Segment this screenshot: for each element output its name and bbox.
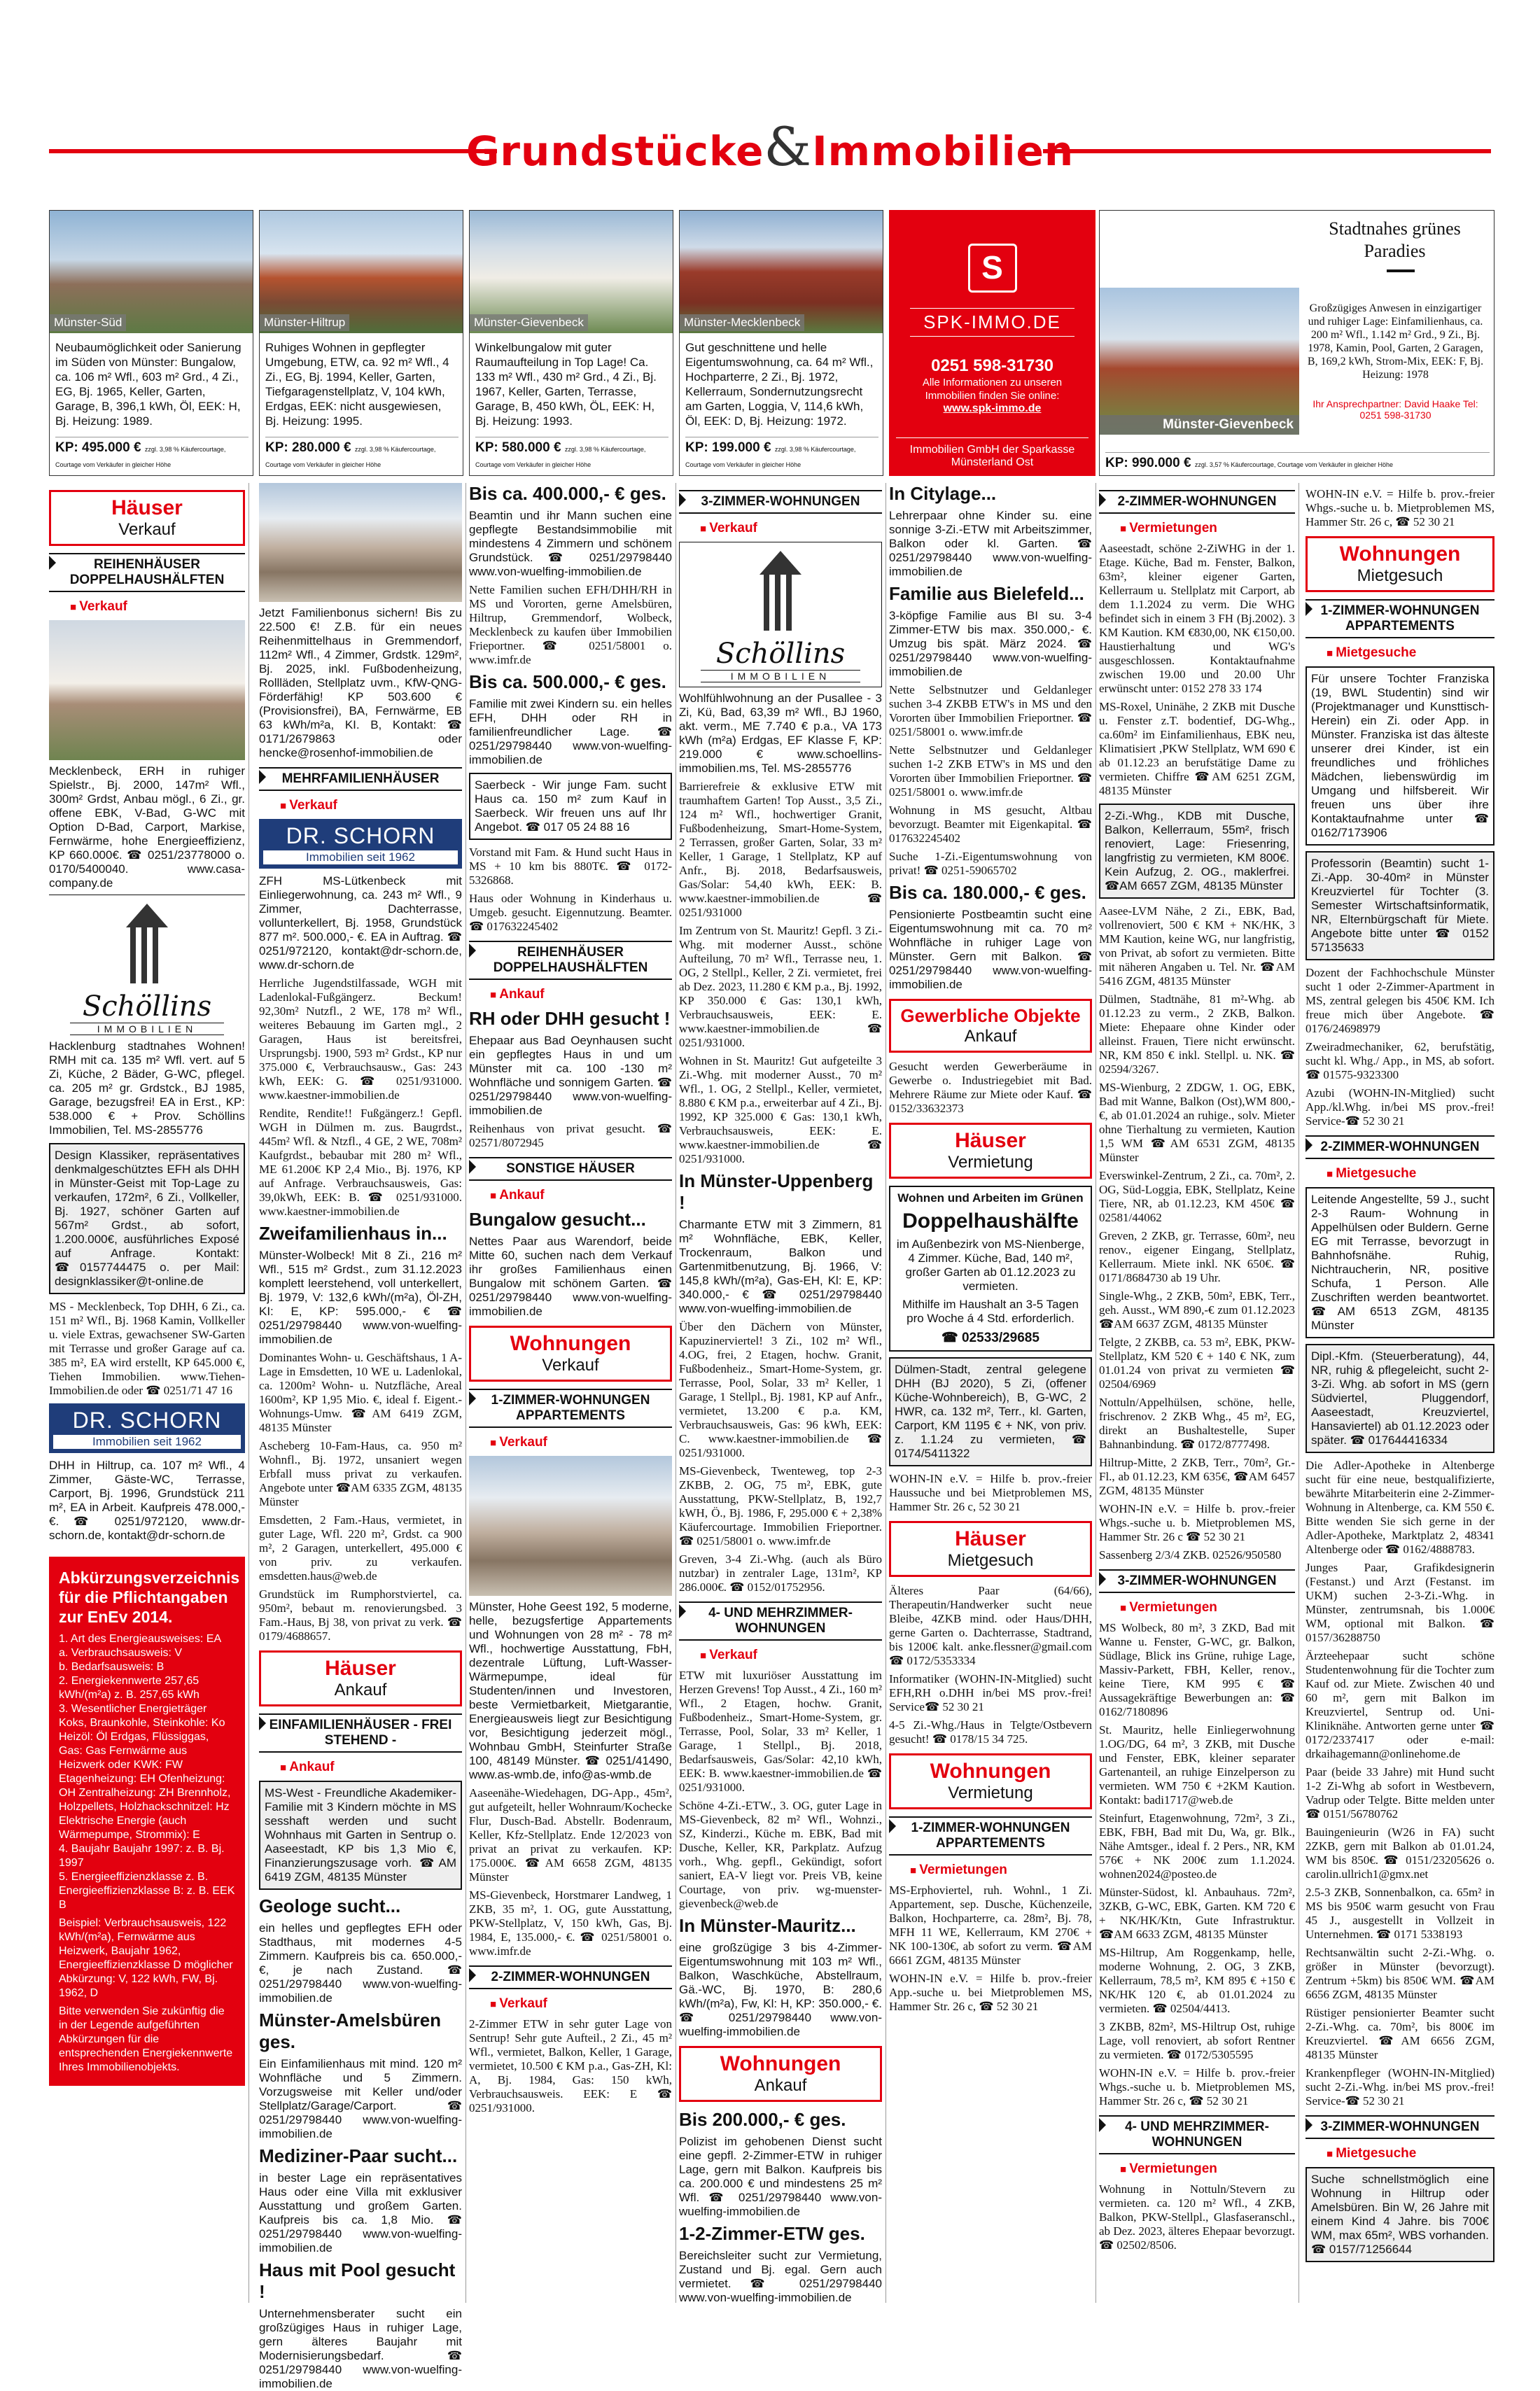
classified-ad: 2.5-3 ZKB, Sonnenbalkon, ca. 65m² in MS bis 950€ warm gesucht von Frau 45 J., ausgestellt in Vollzeit in Unternehmen. ☎ 0171 5338193	[1306, 1886, 1494, 1941]
category-box: Häuser Mietgesuch	[889, 1521, 1092, 1577]
classified-ad: Barrierefreie & exklusive ETW mit traumhaftem Garten! Top Ausst., 3,5 Zi., 124 m² Wfl., hochwertiger Granit, Fußbodenheizung, Smart-Home-System, 2 Terrassen, großer Garten, Solar, 33 m² Keller, 1 Garage, 1 Stellplatz, KP auf Anfr., Bj. 2018, Bedarfsausweis, Gas/Solar: 54,40 kWh, EEK: B. www.kaestner-immobilien.de ☎ 0251/931000	[679, 780, 882, 919]
classified-ad-boxed: 2-Zi.-Whg., KDB mit Dusche, Balkon, Kellerraum, 55m², frisch renoviert, Lage: Friesenring, langfristig zu vermieten, KM 800€. Kein Aufzug, 2. OG., maklerfrei. ☎AM 6657 ZGM, 48135 Münster	[1099, 804, 1295, 899]
classified-ad: Sassenberg 2/3/4 ZKB. 02526/950580	[1099, 1548, 1282, 1562]
subsection-label: ■ Verkauf	[490, 1996, 672, 2012]
classified-ad: Älteres Paar (64/66), Therapeutin/Handwerker sucht neue Bleibe, 4ZKB mind. oder Haus/DHH, gerne Garten o. Dachterrasse, Stadtrand, bis 1200€ kalt. anke.flessner@gmail.com ☎ 0172/5353334	[889, 1584, 1092, 1667]
listing-price: KP: 199.000 € zzgl. 3,98 % Käufercourtage, Courtage vom Verkäufer in gleicher Höhe	[685, 437, 878, 471]
column-rule	[465, 483, 466, 2303]
classified-ad: Ascheberg 10-Fam-Haus, ca. 950 m² Wohnfl., Bj. 1972, unsaniert wegen Erbfall muss privat zu verkaufen. Angebote unter ☎AM 6335 ZGM, 48135 Münster	[259, 1439, 462, 1508]
house-photo	[1100, 288, 1299, 435]
section-header: 4- UND MEHRZIMMER-WOHNUNGEN	[1099, 2115, 1295, 2154]
location-label: Münster-Mecklenbeck	[680, 314, 804, 331]
classified-ad: Mecklenbeck, ERH in ruhiger Spielstr., Bj. 2000, 147m² Wfl., 300m² Grdst, Anbau mögl., 6 Zi., gr. offene EBK, V-Bad, G-WC mit Option D-Bad, Carport, Markise, Fernwärme, hohe Energieeffizienz, KP 660.000€. ☎ 0251/23778000 o. 0170/5400040. www.casa-company.de	[49, 764, 245, 890]
classified-ad: Everswinkel-Zentrum, 2 Zi., ca. 70m², 2. OG, Süd-Loggia, EBK, Stellplatz, Keine Tiere, NR, ab 01.12.23, KM 450€ ☎ 02581/44062	[1099, 1169, 1295, 1224]
classified-ad: ZFH MS-Lütkenbeck mit Einliegerwohnung, ca. 243 m² Wfl., 9 Zimmer, Dachterrasse, vollunterkellert, Bj. 1958, Grundstück 877 m². 500.000,- €. EA in Auftrag. ☎ 0251/972120, kontakt@dr-schorn.de, www.dr-schorn.de	[259, 874, 462, 972]
category-box: Wohnungen Vermietung	[889, 1753, 1092, 1809]
villa-icon	[752, 551, 808, 635]
section-header: MEHRFAMILIENHÄUSER	[259, 767, 462, 791]
location-label: Münster-Gievenbeck	[1100, 415, 1299, 435]
classified-ad: St. Mauritz, helle Einliegerwohnung 1.OG/DG, 64 m², 3 ZKB, mit Dusche und Fenster, EBK, kleiner separater Gartenanteil, an ruhige Einzelperson zu vermieten. WM 750 € +2KM Kaution. Kontakt: badi1717@web.de	[1099, 1723, 1295, 1807]
classified-ad: MS - Mecklenbeck, Top DHH, 6 Zi., ca. 151 m² Wfl., Bj. 1968 Kamin, Vollkeller u. viele Extras, gewachsener SW-Garten mit Terrasse und großer Garage auf ca. 385 m², EA wird erstellt, KP 645.000 €, Tiehen Immobilien. www.Tiehen-Immobilien.de oder ☎ 0251/71 47 16	[49, 1300, 245, 1397]
classified-ad: Charmante ETW mit 3 Zimmern, 81 m² Wohnfläche, EBK, Keller, Trockenraum, Balkon und Gartenmitbenutzung, Bj. 1966, V: 145,8 kWh/(m²a), Gas-EH, Kl: E, KP: 340.000,- € ☎ 0251/29798440 www.von-wuelfing-immobilien.de	[679, 1218, 882, 1315]
ad-headline: Bungalow gesucht...	[469, 1209, 646, 1230]
classified-ad: WOHN-IN e.V. = Hilfe b. prov.-freier Whgs.-suche u. b. Mietproblemen MS, Hammer Str. 26 c ☎ 52 30 21	[1099, 1502, 1295, 1543]
classified-ad: Paar (beide 33 Jahre) mit Hund sucht 1-2 Zi-Whg ab sofort in Westbevern, Vadrup oder Telgte. Bitte melden unter ☎ 0151/56780762	[1306, 1765, 1494, 1821]
ad-headline: Zweifamilienhaus in...	[259, 1223, 447, 1244]
ad-headline: 1-2-Zimmer-ETW ges.	[679, 2223, 865, 2244]
category-box: Häuser Verkauf	[49, 490, 245, 546]
section-header: 2-ZIMMER-WOHNUNGEN	[1099, 490, 1295, 514]
column-4	[679, 483, 882, 2303]
classified-ad-boxed: Professorin (Beamtin) sucht 1-Zi.-App. 30-40m² in Münster Kreuzviertel für Tochter (3. Semester Wirtschaftsinformatik, NR, Elternbürgschaft für Miete. Angebote bitte unter ☎ 0152 57135633	[1306, 851, 1494, 960]
section-header: EINFAMILIENHÄUSER - FREI STEHEND -	[259, 1713, 462, 1753]
ad-photo	[259, 483, 462, 602]
column-rule	[1298, 483, 1299, 2303]
column-2	[259, 483, 462, 2390]
spk-advert	[889, 210, 1096, 476]
classified-ad: Vorstand mit Fam. & Hund sucht Haus in MS + 10 km bis 880T€. ☎ 0172-5326868.	[469, 846, 672, 887]
classified-ad: Haus oder Wohnung in Kinderhaus u. Umgeb. gesucht. Eigennutzung. Beamter. ☎ 017632245402	[469, 892, 672, 933]
section-header: 1-ZIMMER-WOHNUNGEN APPARTEMENTS	[469, 1389, 672, 1428]
subsection-label: ■ Vermietungen	[1120, 521, 1295, 536]
classified-ad: Aaseestadt, schöne 2-ZiWHG in der 1. Etage. Küche, Bad m. Fenster, Balkon, 63m², kleiner eigener Garten, Kellerraum u. Stellplatz mit Carport, ab dem 1.1.2024 zu verm. Die WHG befindet sich in einem 3 FH (Bj.2002). 3 KM Kaution. KM €830,00, NK €150,00. Haustierhaltung und WG's ausgeschlossen. Kontaktaufnahme zwischen 19.00 und 20.00 Uhr erwünscht unter: 0152 278 33 174	[1099, 542, 1295, 695]
schoellins-logo: Schöllins IMMOBILIEN	[49, 895, 245, 1035]
classified-ad: Suche 1-Zi.-Eigentumswohnung von privat! ☎ 0251-59065702	[889, 850, 1092, 877]
listing-heading: Stadtnahes grünes Paradies	[1329, 218, 1461, 261]
ad-headline: Mediziner-Paar sucht...	[259, 2145, 458, 2166]
ad-headline: Bis ca. 500.000,- € ges.	[469, 671, 666, 692]
section-header: 4- UND MEHRZIMMER-WOHNUNGEN	[679, 1601, 882, 1641]
classified-ad: Rendite, Rendite!! Fußgängerz.! Gepfl. WGH in Dülmen m. zus. Baugrdst., 445m² Wfl. & Ntzfl., 4 GE, 2 WE, 708m² Kaufgrdst., bebaubar mit 280 m² Wfl., ME 61.200€ KP 2,4 Mio., Bj. 1976, KP auf Anfrage. Verbrauchsausweis, Gas: 39,0kWh, EEK: B. ☎ 0251/931000. www.kaestner-immobilien.de	[259, 1107, 462, 1218]
category-box: Wohnungen Ankauf	[679, 2046, 882, 2102]
listing-text: Ruhiges Wohnen in gepflegter Umgebung, ETW, ca. 92 m² Wfl., 4 Zi., EG, Bj. 1994, Keller, Garten, Tiefgaragenstellplatz, V, 104 kWh, Erdgas, EEK: nicht ausgewiesen, Bj. Heizung: 1995.	[265, 341, 449, 428]
ad-headline: Bis ca. 180.000,- € ges.	[889, 882, 1086, 903]
category-box: Häuser Ankauf	[259, 1650, 462, 1706]
classified-ad: Polizist im gehobenen Dienst sucht eine gepfl. 2-Zimmer-ETW in ruhiger Lage, gern mit Balkon. Kaufpreis bis ca. 200.000 € und mindestens 25 m² Wfl. ☎ 0251/29798440 www.von-wuelfing-immobilien.de	[679, 2135, 882, 2218]
classified-ad: Ein Einfamilienhaus mit mind. 120 m² Wohnfläche und 5 Zimmern. Vorzugsweise mit Keller und/oder Stellplatz/Garage/Carport. ☎ 0251/29798440 www.von-wuelfing-immobilien.de	[259, 2057, 462, 2140]
classified-ad: Steinfurt, Etagenwohnung, 72m², 3 Zi., EBK, FBH, Bad mit Du, Wa, gr. Blk., Nähe Amtsger., ideal f. 2 Pers., NR, KM 576€ + NK 200€ zum 1.1.2024. wohnen2024@posteo.de	[1099, 1811, 1295, 1881]
section-header: 1-ZIMMER-WOHNUNGEN APPARTEMENTS	[889, 1816, 1092, 1856]
listing-price: KP: 990.000 € zzgl. 3,57 % Käufercourtage, Courtage vom Verkäufer in gleicher Höhe	[1105, 452, 1490, 471]
classified-ad: 3 ZKBB, 82m², MS-Hiltrup Ost, ruhige Lage, voll renoviert, ab sofort Rentner zu vermieten. ☎ 0172/5305595	[1099, 2020, 1295, 2061]
column-7	[1306, 483, 1494, 2303]
listing-text: Gut geschnittene und helle Eigentumswohnung, ca. 64 m² Wfl., Hochparterre, 2 Zi., Bj. 1972, Kellerraum, Sondernutzungsrecht am Garten, Loggia, V, 114,6 kWh, Öl, EEK: D, Bj. Heizung: 1972.	[685, 341, 874, 428]
subsection-label: ■ Verkauf	[700, 1648, 882, 1663]
classified-ad: Unternehmensberater sucht ein großzügiges Haus in ruhiger Lage, gern älteres Baujahr mit Modernisierungsbedarf. ☎ 0251/29798440 www.von-wuelfing-immobilien.de	[259, 2307, 462, 2390]
classified-ad: Informatiker (WOHN-IN-Mitglied) sucht EFH,RH o.DHH in/bei MS prov.-frei! Service☎ 52 30 21	[889, 1672, 1092, 1713]
subsection-label: ■ Ankauf	[280, 1760, 462, 1775]
location-label: Münster-Gievenbeck	[470, 314, 588, 331]
classified-ad: Münster, Hohe Geest 192, 5 moderne, helle, bezugsfertige Appartements und Wohnungen von 28 m² - 78 m² Wfl., hochwertige Ausstattung, FbH, dezentrale Lüftung, Luft-Wasser-Wärmepumpe, ideal für Studenten/innen und Investoren, beste Vermietbarkeit, Mietgarantie, Energieausweis liegt zur Besichtigung vor, Besichtigung jederzeit mögl., Wohnbau GmbH, Steinfurter Straße 100, 48149 Münster. ☎ 0251/41490, www.as-wmb.de, info@as-wmb.de	[469, 1600, 672, 1781]
classified-ad: Nette Familien suchen EFH/DHH/RH in MS und Vororten, gerne Amelsbüren, Hiltrup, Gremmendorf, Wolbeck, Mecklenbeck zu kaufen über Immobilien Frieportner. ☎ 0251/58001 o. www.imfr.de	[469, 583, 672, 666]
classified-ad: MS-Gievenbeck, Horstmarer Landweg, 1 ZKB, 35 m², 1. OG, gute Ausstattung, PKW-Stellplatz, V, 150 kWh, Gas, Bj. 1984, E, 135.000,- €. ☎ 0251/58001 o. www.imfr.de	[469, 1888, 672, 1958]
classified-ad: WOHN-IN e.V. = Hilfe b. prov.-freier Haussuche und bei Mietproblemen MS, Hammer Str. 26 c, 52 30 21	[889, 1472, 1092, 1513]
ad-headline: RH oder DHH gesucht !	[469, 1008, 671, 1029]
classified-ad: Nette Selbstnutzer und Geldanleger suchen 3-4 ZKBB ETW's in MS und den Vororten über Immobilien Frieportner. ☎ 0251/58001 o. www.imfr.de	[889, 683, 1092, 738]
spk-brand: SPK-IMMO.DE	[910, 308, 1074, 337]
category-box: Häuser Vermietung	[889, 1123, 1092, 1179]
classified-ad: in bester Lage ein repräsentatives Haus oder eine Villa mit exklusiver Ausstattung und großem Garten. Kaufpreis bis ca. 1,8 Mio. ☎ 0251/29798440 www.von-wuelfing-immobilien.de	[259, 2171, 462, 2255]
classified-ad: Dozent der Fachhochschule Münster sucht 1 oder 2-Zimmer-Apartment in MS, zentral gelegen bis 450€ KM. Ich freue mich über Angebote. ☎ 0176/24698979	[1306, 966, 1494, 1035]
classified-ad: MS Wolbeck, 80 m², 3 ZKD, Bad mit Wanne u. Fenster, G-WC, gr. Balkon, Südlage, Blick ins Grüne, ruhige Lage, Massiv-Parkett, FBH, Keller, renov., keine Tiere, KM 995 € ☎ Aussagekräftige Bewerbungen an: ☎ 0162/7180896	[1099, 1621, 1295, 1718]
section-header: REIHENHÄUSER DOPPELHAUSHÄLFTEN	[49, 553, 245, 592]
column-5	[889, 483, 1092, 2303]
section-header: REIHENHÄUSER DOPPELHAUSHÄLFTEN	[469, 941, 672, 980]
classified-ad: ein helles und gepflegtes EFH oder Stadthaus, mit modernes 4-5 Zimmern. Kaufpreis bis ca. 650.000,- €, je nach Zustand. ☎ 0251/29798440 www.von-wuelfing-immobilien.de	[259, 1921, 462, 2005]
location-label: Münster-Hiltrup	[260, 314, 349, 331]
classified-ad-boxed: Für unsere Tochter Franziska (19, BWL Studentin) sind wir (Projektmanager und Kunsttisch-Herein) ein Zi. oder App. in Münster. Franziska ist das älteste unserer drei Kinder, ist ein freundliches und fröhliches Mädchen, liebenswürdig im Umgang und hilfsbereit. Wir freuen uns über ihre Kontaktaufnahme unter ☎ 0162/7173906	[1306, 666, 1494, 846]
classified-ad: Dülmen, Stadtnähe, 81 m²-Whg. ab 01.12.23 zu verm., 2 ZKB, Balkon. Miete: Ehepaare ohne Kinder oder alleinst. Frauen, Tiere nicht erwünscht. NR, KM 850 € inkl. Stellpl. u. NK. ☎ 02594/3267.	[1099, 993, 1295, 1076]
category-box: Gewerbliche Objekte Ankauf	[889, 999, 1092, 1053]
classified-ad: Junges Paar, Grafikdesignerin (Festanst.) und Arzt (Festanst. im UKM) suchen 2-3-Zi.-Whg. in Münster, zentrumsnah, bis 1.000€ WM, optional mit Balkon. ☎ 0157/36288750	[1306, 1561, 1494, 1644]
subsection-label: ■ Mietgesuche	[1326, 1166, 1494, 1182]
section-header: 2-ZIMMER-WOHNUNGEN	[469, 1965, 672, 1989]
listing-price: KP: 495.000 € zzgl. 3,98 % Käufercourtage, Courtage vom Verkäufer in gleicher Höhe	[55, 437, 248, 471]
subsection-label: ■ Ankauf	[490, 987, 672, 1002]
classified-ad: Münster-Südost, kl. Anbauhaus. 72m², 3ZKB, G-WC, EBK, Garten. KM 720 € + NK/HK/Ktn, Gute Infrastruktur. ☎AM 6633 ZGM, 48135 Münster	[1099, 1886, 1295, 1941]
classified-ad: Nettes Paar aus Warendorf, beide Mitte 60, suchen nach dem Verkauf ihr großes Familienhaus einen Bungalow mit schönem Garten. ☎ 0251/29798440 www.von-wuelfing-immobilien.de	[469, 1235, 672, 1318]
classified-ad: DHH in Hiltrup, ca. 107 m² Wfl., 4 Zimmer, Gäste-WC, Terrasse, Carport, Bj. 1996, Grundstück 211 m², EA in Arbeit. Kaufpreis 478.000,- €. ☎ 0251/972120, www.dr-schorn.de, kontakt@dr-schorn.de	[49, 1459, 245, 1542]
classified-ad: Reihenhaus von privat gesucht. ☎ 02571/8072945	[469, 1122, 672, 1149]
ad-headline: Bis ca. 400.000,- € ges.	[469, 483, 666, 504]
classified-ad: Schöne 4-Zi.-ETW., 3. OG, guter Lage in MS-Gievenbeck, 82 m² Wfl., Wohnzi., SZ, Kinderzi., Küche m. EBK, Bad mit Dusche, Keller, KR, Parkplatz. Aufzug vorh., Whg. gepfl., Gekündigt, sofort saniert, EA-V liegt vor. Preis VB, keine Courtage, von priv. wg-muenster-gievenbeck@web.de	[679, 1799, 882, 1910]
classified-ad: Gesucht werden Gewerberäume in Gewerbe o. Industriegebiet mit Bad. Mehrere Räume zur Miete oder Kauf. ☎ 0152/33632373	[889, 1060, 1092, 1115]
classified-ad: ETW mit luxuriöser Ausstattung im Herzen Grevens! Top Ausst., 4 Zi., 160 m² Wfl., 2 Etagen, hochw. Granit, Fußbodenheiz., Smart-Home-System, gr. Terrasse, Pool, Solar, 33 m² Keller, 1 Garage, 1 Stellpl., Bj. 2018, Bedarfsausweis, Gas/Solar: 42,10 kWh, EEK: B. www.kaestner-immobilien.de ☎ 0251/931000.	[679, 1669, 882, 1794]
featured-listing-2	[259, 210, 463, 476]
section-header: 3-ZIMMER-WOHNUNGEN	[1099, 1569, 1295, 1593]
subsection-label: ■ Verkauf	[700, 521, 882, 536]
classified-ad: Grundstück im Rumphorstviertel, ca. 950m², bebaut m. renovierungsbed. 3 Fam.-Haus, Bj 38, von privat zu verk. ☎ 0179/4688657.	[259, 1587, 462, 1643]
featured-listing-3	[469, 210, 673, 476]
listing-text: Großzügiges Anwesen in einzigartiger und ruhiger Lage: Einfamilienhaus, ca. 200 m² Wfl., 1.142 m² Grd., 9 Zi., Bj. 1978, Kamin, Pool, Garten, 2 Garagen, B, 169,2 kWh, Strom-Mix, EEK: F, Bj. Heizung: 1978	[1307, 302, 1484, 381]
classified-ad: MS-Erphoviertel, ruh. Wohnl., 1 Zi. Appartement, sep. Dusche, Küchenzeile, Balkon, Hochparterre, ca. 28m², Bj. 78, MFH 11 WE, Kellerraum, KM 270€ + NK 100-130€, ab sofort zu verm. ☎AM 6661 ZGM, 48135 Münster	[889, 1884, 1092, 1967]
classified-ad: Münster-Wolbeck! Mit 8 Zi., 216 m² Wfl., 515 m² Grdst., zum 31.12.2023 komplett leerstehend, voll unterkellert, Bj. 1979, V: 132,6 kWh/(m²a), Öl-ZH, KI: E, KP: 595.000,- € ☎ 0251/29798440 www.von-wuelfing-immobilien.de	[259, 1249, 462, 1346]
classified-ad: Emsdetten, 2 Fam.-Haus, vermietet, in guter Lage, Wfl. 220 m², Grdst. ca 900 m², 2 Garagen, unterkellert, 495.000 € von priv. zu verkaufen. emsdetten.haus@web.de	[259, 1513, 462, 1583]
category-box: Wohnungen Verkauf	[469, 1326, 672, 1382]
subsection-label: ■ Mietgesuche	[1326, 2146, 1494, 2161]
subsection-label: ■ Mietgesuche	[1326, 645, 1494, 661]
classified-ad: Single-Whg., 2 ZKB, 50m², EBK, Terr., geh. Ausst., WM 890,-€ zum 01.12.2023 ☎AM 6637 ZGM, 48135 Münster	[1099, 1289, 1295, 1331]
sparkasse-logo-icon: S	[968, 244, 1017, 293]
subsection-label: ■ Verkauf	[490, 1435, 672, 1450]
classified-ad: Aasee-LVM Nähe, 2 Zi., EBK, Bad, vollrenoviert, 500 € KM + NK/HK, 3 MM Kaution, keine WG, nur langfristig, von Privat, ab sofort zu vermieten. Bitte mit näheren Angaben u. Tel. Nr. ☎AM 5416 ZGM, 48135 Münster	[1099, 904, 1295, 988]
dr-schorn-logo: DR. SCHORN Immobilien seit 1962	[259, 819, 462, 869]
spk-info: Alle Informationen zu unseren Immobilien finden Sie online:	[922, 377, 1063, 402]
classified-ad: Pensionierte Postbeamtin sucht eine Eigentumswohnung mit ca. 70 m² Wohnfläche in ruhiger Lage von Münster. Gern mit Balkon. ☎ 0251/29798440 www.von-wuelfing-immobilien.de	[889, 908, 1092, 991]
section-header: SONSTIGE HÄUSER	[469, 1157, 672, 1181]
classified-ad: Greven, 2 ZKB, gr. Terrasse, 60m², neu renov., eigener Eingang, Stellplatz, Kellerraum. Miete inkl. NK 650€. ☎ 0171/8684730 ab 19 Uhr.	[1099, 1229, 1295, 1284]
column-rule	[248, 483, 249, 2303]
classified-ad: MS-Hiltrup, Am Roggenkamp, helle, moderne Wohnung, 2. OG, 3 ZKB, Kellerraum, 78,5 m², KM 895 € +150 € NK/HK 120 €, ab 01.01.2024 zu vermieten. ☎ 02504/4413.	[1099, 1946, 1295, 2015]
ad-headline: Bis 200.000,- € ges.	[679, 2109, 846, 2130]
energy-abbreviations-box: Abkürzungsverzeichnis für die Pflichtangaben zur EnEv 2014. 1. Art des Energieausweises: EA a. Verbrauchsausweis: V b. Bedarfsausweis: B 2. Energiekennwerte 257,65 kWh/(m²a) z. B. 257,65 kWh 3. Wesentlicher Energieträger Koks, Braunkohle, Steinkohle: Ko Heizöl: Öl Erdgas, Flüssiggas, Gas: Gas Fernwärme aus Heizwerk oder KWK: FW Etagenheizung: EH Ofenheizung: OH Zentralheizung: ZH Brennholz, Holzpellets, Holzhackschnitzel: Hz Elektrische Energie (auch Wärmepumpe, Strommix): E 4. Baujahr Baujahr 1997: z. B. Bj. 1997 5. Energieeffizienzklasse z. B. Energieeffizienzklasse B: z. B. EEK B Beispiel: Verbrauchsausweis, 122 kWh/(m²a), Fernwärme aus Heizwerk, Baujahr 1962, Energieeffizienzklasse D möglicher Abkürzung: V, 122 kWh, FW, Bj. 1962, D Bitte verwenden Sie zukünftig die in der Legende aufgeführten Abkürzungen für die entsprechenden Energiekennwerte Ihres Immobilienobjekts.	[49, 1557, 245, 2086]
classified-ad: Im Zentrum von St. Mauritz! Gepfl. 3 Zi.-Whg. mit moderner Ausst., schöne Aufteilung, 70 m² Wfl., Terrasse neu, 1. OG, 2 Stellpl., Keller, 2 Zi. vermietet, frei ab Dez. 2023, 11.280 € KM p.a., Bj. 1992, KP 350.000 € Gas: 130,1 kWh, Verbrauchsausweis, EEK: E. www.kaestner-immobilien.de ☎ 0251/931000.	[679, 924, 882, 1049]
classified-ad: Herrliche Jugendstilfassade, WGH mit Ladenlokal-Fußgängerz. Beckum! 92,30m² Nutzfl., 2 WE, 178 m² Wfl., weiteres Bebauung im Garten mgl., 2 Garagen, Haus ist bereitsfrei, Ursprungsbj. 1900, 593 m² Grdst., KP nur 375.000 €, Verbrauchsausw., Gas: 243 kWh, EEK: G. ☎ 0251/931000. www.kaestner-immobilien.de	[259, 976, 462, 1102]
classified-ad: Krankenpfleger (WOHN-IN-Mitglied) sucht 2-Zi.-Whg. in/bei MS prov.-frei! Service-☎ 52 30 21	[1306, 2066, 1494, 2108]
classified-ad: Bereichsleiter sucht zur Vermietung, Zustand und Bj. egal. Gern auch vermietet. ☎ 0251/29798440 www.von-wuelfing-immobilien.de	[679, 2249, 882, 2304]
column-1	[49, 483, 245, 2303]
spk-website-link[interactable]: www.spk-immo.de	[943, 402, 1042, 414]
classified-ad: Telgte, 2 ZKBB, ca. 53 m², EBK, PKW-Stellplatz, KM 520 € + 140 € NK, zum 01.01.24 von privat zu vermieten ☎ 02504/6969	[1099, 1335, 1295, 1391]
dr-schorn-logo: DR. SCHORN Immobilien seit 1962	[49, 1403, 245, 1453]
classified-ad: 2-Zimmer ETW in sehr guter Lage von Sentrup! Sehr gute Aufteil., 2 Zi., 45 m² Wfl., vermietet, Balkon, Keller, 1 Garage, vermietet, 10.500 € KM p.a., Gas-ZH, Kl: A, Bj. 1984, Gas: 150 kWh, Verbrauchsausweis. EEK: E ☎ 0251/931000.	[469, 2017, 672, 2115]
subsection-label: ■ Vermietungen	[1120, 1600, 1295, 1615]
classified-ad: Wohnen in St. Mauritz! Gut aufgeteilte 3 Zi.-Whg. mit moderner Ausst., 70 m² Wfl., 1. OG, 2 Stellpl., Keller, vermietet, 8.880 € KM p.a., erweiterbar auf 4 Zi., Bj. 1992, KP 325.000 € Gas: 130,1 kWh, Verbrauchsausweis, EEK: E. www.kaestner-immobilien.de ☎ 0251/931000.	[679, 1054, 882, 1165]
classified-ad: 3-köpfige Familie aus BI su. 3-4 Zimmer-ETW bis max. 350.000,- €. Umzug bis spät. März 2024. ☎ 0251/29798440 www.von-wuelfing-immobilien.de	[889, 609, 1092, 678]
listing-text: Neubaumöglichkeit oder Sanierung im Süden von Münster: Bungalow, ca. 106 m² Wfl., 603 m² Grd., 4 Zi., EG, Bj. 1965, Keller, Garten, Garage, B, 396,1 kWh, Öl, EEK: H, Bj. Heizung: 1989.	[55, 341, 241, 428]
classified-ad: Die Adler-Apotheke in Altenberge sucht für eine neue, bestqualifizierte, bewährte Mitarbeiterin eine 2-Zimmer-Wohnung in Altenberge, ca. KM 550 €. Bitte wenden Sie sich gerne in der Adler-Apotheke, Marktplatz 2, 48341 Altenberge oder ☎ 0162/4888783.	[1306, 1459, 1494, 1556]
spk-phone: 0251 598-31730	[931, 356, 1054, 375]
ad-headline: In Münster-Mauritz...	[679, 1915, 856, 1936]
subsection-label: ■ Verkauf	[70, 599, 245, 615]
listing-text: Winkelbungalow mit guter Raumaufteilung in Top Lage! Ca. 133 m² Wfl., 430 m² Grd., 4 Zi., Bj. 1967, Keller, Garten, Terrasse, Garage, B, 450 kWh, ÖL, EEK: H, Bj. Heizung: 1993.	[475, 341, 657, 428]
classified-ad: Beamtin und ihr Mann suchen eine gepflegte Bestandsimmobilie mit mindestens 4 Zimmern und schönem Grundstück. ☎ 0251/29798440 www.von-wuelfing-immobilien.de	[469, 509, 672, 578]
featured-listing-4	[679, 210, 883, 476]
listing-price: KP: 280.000 € zzgl. 3,98 % Käufercourtage, Courtage vom Verkäufer in gleicher Höhe	[265, 437, 458, 471]
subsection-label: ■ Vermietungen	[1120, 2161, 1295, 2177]
section-header: 2-ZIMMER-WOHNUNGEN	[1306, 1135, 1494, 1159]
classified-ad: Wohlfühlwohnung an der Pusallee - 3 Zi, Kü, Bad, 63,39 m² Wfl., BJ 1960, akt. verm., ME 7.740 € p.a., VA 173 kWh (m²a) Erdgas, EF Klasse F, KP: 219.000 € www.schoellins-immobilien.ms, Tel. MS-2855776	[679, 692, 882, 775]
ad-headline: Geologe sucht...	[259, 1895, 401, 1916]
classified-ad: Nette Selbstnutzer und Geldanleger suchen 1-2 ZKB ETW's in MS und den Vororten über Immobilien Frieportner. ☎ 0251/58001 o. www.imfr.de	[889, 743, 1092, 799]
classified-ad: Familie mit zwei Kindern su. ein helles EFH, DHH oder RH in familienfreundlicher Lage. ☎ 0251/29798440 www.von-wuelfing-immobilien.de	[469, 697, 672, 766]
contact-person: Ihr Ansprechpartner: David Haake Tel: 0251 598-31730	[1312, 398, 1478, 421]
classified-ad: Azubi (WOHN-IN-Mitglied) sucht App./kl.Whg. in/bei MS prov.-frei! Service-☎ 52 30 21	[1306, 1086, 1494, 1128]
classified-ad: MS-Roxel, Uninähe, 2 ZKB mit Dusche u. Fenster z.T. bodentief, DG-Whg., ca.60m² im Einfamilienhaus, EBK neu, Klimatisiert ,PKW Stellplatz, WM 690 € ab 01.12.23 an berufstätige Dame zu vermieten. Chiffre ☎AM 6251 ZGM, 48135 Münster	[1099, 700, 1295, 797]
classified-ad-boxed: MS-West - Freundliche Akademiker-Familie mit 3 Kindern möchte in MS sesshaft werden und sucht Wohnhaus mit Garten in Sentrup o. Aaseestadt, KP bis 1,3 Mio €, Finanzierungszusage vorh. ☎AM 6419 ZGM, 48135 Münster	[259, 1781, 462, 1890]
classified-ad-boxed: Saerbeck - Wir junge Fam. sucht Haus ca. 150 m² zum Kauf in Saerbeck. Wir freuen uns auf Ihr Angebot. ☎ 017 05 24 88 16	[469, 773, 672, 840]
classified-ad: Nottuln/Appelhülsen, schöne, helle, frischrenov. 2 ZKB Whg., 45 m², EG, direkt an Bushaltestelle, Super Bahnanbindung. ☎ 0172/8777498.	[1099, 1396, 1295, 1451]
classified-ad-boxed: Dipl.-Kfm. (Steuerberatung), 44, NR, ruhig & pflegeleicht, sucht 2-3-Zi. Whg. ab sofort in MS (gern Südviertel, Pluggendorf, Aaseestadt, Kreuzviertel, Hansaviertel) ab 01.12.2023 oder später. ☎ 017644416334	[1306, 1344, 1494, 1453]
classified-ad: Rechtsanwältin sucht 2-Zi.-Whg. o. größer in Münster (bevorzugt). Zentrum +5km) bis 850€ WM. ☎AM 6656 ZGM, 48135 Münster	[1306, 1946, 1494, 2001]
classified-ad: Wohnung in MS gesucht, Altbau bevorzugt. Beamter mit Eigenkapital. ☎ 017632245402	[889, 804, 1092, 845]
villa-icon	[119, 904, 175, 988]
section-header: 3-ZIMMER-WOHNUNGEN	[1306, 2115, 1494, 2139]
classified-ad: Hacklenburg stadtnahes Wohnen! RMH mit ca. 135 m² Wfl. vert. auf 5 Zi, Küche, 2 Bäder, G-WC, pflegel. ca. 205 m² gr. Grdstck., BJ 1985, Garage, bezugsfrei! EA in Erst., KP: 538.000 € + Prov. Schöllins Immobilien, Tel. MS-2855776	[49, 1039, 245, 1137]
ad-headline: Familie aus Bielefeld...	[889, 583, 1084, 604]
subsection-label: ■ Verkauf	[280, 798, 462, 813]
spk-footer: Immobilien GmbH der Sparkasse Münsterland Ost	[896, 437, 1088, 469]
featured-listing-1	[49, 210, 253, 476]
featured-listing-paradies	[1099, 210, 1494, 476]
page-title: Grundstücke&Immobilien	[465, 115, 1074, 178]
listing-price: KP: 580.000 € zzgl. 3,98 % Käufercourtage, Courtage vom Verkäufer in gleicher Höhe	[475, 437, 668, 471]
classified-ad: MS-Wienburg, 2 ZDGW, 1. OG, EBK, Bad mit Wanne, Balkon (Ost),WM 800,-€, ab 01.01.2024 an ruhige., solv. Mieter ohne Tierhaltung zu vermieten, Kaution 1,5 WM ☎AM 6531 ZGM, 48135 Münster	[1099, 1081, 1295, 1164]
classified-ad: Wohnung in Nottuln/Stevern zu vermieten. ca. 120 m² Wfl., 4 ZKB, Balkon, PKW-Stellpl., Glasfaseranschl., ab Dez. 2023, älteres Ehepaar bevorzugt. ☎ 02502/8506.	[1099, 2182, 1295, 2252]
section-header: 3-ZIMMER-WOHNUNGEN	[679, 490, 882, 514]
schoellins-logo: Schöllins IMMOBILIEN	[679, 542, 882, 687]
section-header: 1-ZIMMER-WOHNUNGEN APPARTEMENTS	[1306, 599, 1494, 638]
classified-ad: Zweiradmechaniker, 62, berufstätig, sucht kl. Whg./ App., in MS, ab sofort. ☎ 01575-9323300	[1306, 1040, 1494, 1081]
column-3	[469, 483, 672, 2303]
classified-ad: Jetzt Familienbonus sichern! Bis zu 22.500 €! Z.B. für ein neues Reihenmittelhaus in Gremmendorf, 112m² Wfl., 4 Zimmer, Grdstk. 129m², Bj. 2025, inkl. Fußbodenheizung, Rollläden, Stellplatz uvm., KfW-QNG-Förderfähig! KP 503.600 € (Provisionsfrei), BA, Fernwärme, EB 63 kWh/m²a, KI. B, Kontakt: ☎ 0171/2679863 oder hencke@rosenhof-immobilien.de	[259, 606, 462, 759]
classified-ad: Ärzteehepaar sucht schöne Studentenwohnung für die Tochter zum Kauf od. zur Miete. Zwischen 40 und 60 m², gern mit Balkon im Kreuzviertel, Sentrup od. Uni-Kliniknähe. Antworten gerne unter ☎ 0172/2337417 oder e-mail: drkaihagemann@onlinehome.de	[1306, 1649, 1494, 1760]
classified-ad: Aaseenähe-Wiedehagen, DG-App., 45m², gut aufgeteilt, heller Wohnraum/Kochecke Flur, Dusch-Bad. Abstellr. Bodenraum, Keller, Kfz-Stellplatz. Ende 12/2023 von privat an privat zu verkaufen. KP: 175.000€. ☎AM 6658 ZGM, 48135 Münster	[469, 1786, 672, 1884]
classified-ad: Hiltrup-Mitte, 2 ZKB, Terr., 70m², Gr.-Fl., ab 01.12.23, KM 635€, ☎AM 6457 ZGM, 48135 Münster	[1099, 1456, 1295, 1497]
subsection-label: ■ Ankauf	[490, 1188, 672, 1203]
heading-divider	[1387, 269, 1415, 272]
classified-ad: Lehrerpaar ohne Kinder su. eine sonnige 3-Zi.-ETW mit Arbeitszimmer, Balkon oder kl. Garten. ☎ 0251/29798440 www.von-wuelfing-immobilien.de	[889, 509, 1092, 578]
category-box: Wohnungen Mietgesuch	[1306, 536, 1494, 592]
classified-ad-boxed: Wohnen und Arbeiten im Grünen Doppelhaushälfte im Außenbezirk von MS-Nienberge, 4 Zimmer. Küche, Bad, 140 m², großer Garten ab 01.12.2023 zu vermieten. Mithilfe im Haushalt an 3-5 Tagen pro Woche á 4 Std. erforderlich. ☎ 02533/29685	[889, 1186, 1092, 1352]
ad-photo	[469, 1456, 672, 1596]
classified-ad: 4-5 Zi.-Whg./Haus in Telgte/Ostbevern gesucht! ☎ 0178/15 34 725.	[889, 1718, 1092, 1746]
ad-headline: In Münster-Uppenberg !	[679, 1170, 874, 1213]
classified-ad-boxed: Suche schnellstmöglich eine Wohnung in Hiltrup oder Amelsbüren. Bin W, 26 Jahre mit einem Kind 4 Jahre. bis 700€ WM, max 65m², WBS vorhanden. ☎ 0157/71256644	[1306, 2167, 1494, 2262]
ad-headline: Haus mit Pool gesucht !	[259, 2259, 456, 2302]
classified-ad: WOHN-IN e.V. = Hilfe b. prov.-freier Whgs.-suche u. b. Mietproblemen MS, Hammer Str. 26 c, ☎ 52 30 21	[1306, 487, 1494, 528]
classified-ad-boxed: Design Klassiker, repräsentatives denkmalgeschütztes EFH als DHH in Münster-Geist mit Top-Lage zu verkaufen, 172m², 6 Zi., Vollkeller, Bj. 1927, schöner Garten auf 567m² Grdst., ab sofort, 1.200.000€, ausführliches Exposé auf Anfrage. Kontakt: ☎0157744475 o. per Mail: designklassiker@t-online.de	[49, 1143, 245, 1294]
column-6	[1099, 483, 1295, 2303]
location-label: Münster-Süd	[50, 314, 126, 331]
ad-photo	[49, 620, 245, 760]
classified-ad: Rüstiger pensionierter Beamter sucht 2-Zi.-Whg. ca. 70m², bis 800€ im Kreuzviertel. ☎AM 6656 ZGM, 48135 Münster	[1306, 2006, 1494, 2061]
classified-ad-boxed: Dülmen-Stadt, zentral gelegene DHH (BJ 2020), 5 Zi, (offener Küche-Wohnbereich), B, G-WC, 2 HWR, ca. 132 m², Terr., kl. Garten, Carport, KM 1195 € + NK, von priv. z. 1.1.24 zu vermieten, ☎ 0174/5411322	[889, 1357, 1092, 1466]
classified-ad: Über den Dächern von Münster, Kapuzinerviertel! 3 Zi., 102 m² Wfl., 4.OG, frei, 2 Etagen, hochw. Granit, Fußbodenheiz., Smart-Home-System, gr. Terrasse, Pool, Solar, 33 m² Keller, 1 Garage, 1 Stellpl., Bj. 1981, KP auf Anfr., vermietet, 13.200 € p.a. KM, Verbrauchsausweis, Gas: 96 kWh, EEK: C. www.kaestner-immobilien.de ☎ 0251/931000.	[679, 1320, 882, 1459]
page-header	[49, 115, 1491, 178]
classified-ad: WOHN-IN e.V. = Hilfe b. prov.-freier Whgs.-suche u. b. Mietproblemen MS, Hammer Str. 26 c, ☎ 52 30 21	[1099, 2066, 1295, 2108]
classified-ad-boxed: Leitende Angestellte, 59 J., sucht 2-3 Raum- Wohnung in Appelhülsen oder Buldern. Gerne EG mit Terrasse, bevorzugt in Bahnhofsnähe. Ruhig, Nichtraucherin, NR, positive Schufa, 1 Person. Alle Zuschriften werden beantwortet. ☎AM 6513 ZGM, 48135 Münster	[1306, 1187, 1494, 1338]
ad-headline: In Citylage...	[889, 483, 997, 504]
subsection-label: ■ Vermietungen	[910, 1863, 1092, 1878]
classified-ad: WOHN-IN e.V. = Hilfe b. prov.-freier App.-suche u. bei Mietproblemen MS, Hammer Str. 26 c, ☎ 52 30 21	[889, 1972, 1092, 2013]
classified-ad: Ehepaar aus Bad Oeynhausen sucht ein gepflegtes Haus in und um Münster mit ca. 100 -130 m² Wohnfläche und sonnigem Garten. ☎ 0251/29798440 www.von-wuelfing-immobilien.de	[469, 1034, 672, 1117]
ad-headline: Münster-Amelsbüren ges.	[259, 2010, 442, 2052]
classified-ad: Dominantes Wohn- u. Geschäftshaus, 1 A-Lage in Emsdetten, 10 WE u. Ladenlokal, ca. 1200m² Wohn- u. Nutzfläche, Areal 1600m², KP 1,95 Mio. €, ideal f. Eigent.-Wohnungs-Umw. ☎AM 6419 ZGM, 48135 Münster	[259, 1351, 462, 1434]
classified-ad: Greven, 3-4 Zi.-Whg. (auch als Büro nutzbar) in zentraler Lage, 131m², KP 286.000€. ☎ 0152/01752956.	[679, 1552, 882, 1594]
classified-ad: MS-Gievenbeck, Twenteweg, top 2-3 ZKBB, 2. OG, 75 m², EBK, gute Ausstattung, PKW-Stellplatz, B, 192,7 kWH, Ö., Bj. 1986, F, 295.000 € + 2,38% Käufercourtage. Immobilien Frieportner. ☎ 0251/58001 o. www.imfr.de	[679, 1464, 882, 1548]
classified-ad: eine großzügige 3 bis 4-Zimmer-Eigentumswohnung mit 103 m² Wfl., Balkon, Waschküche, Abstellraum, Gä.-WC, Bj. 1970, B: 280,6 kWh/(m²a), Fw, Kl: H, KP: 350.000,- €. ☎ 0251/29798440 www.von-wuelfing-immobilien.de	[679, 1941, 882, 2038]
classified-ad: Bauingenieurin (W26 in FA) sucht 2ZKB, gern mit Balkon ab 01.01.24, WM bis 850€. ☎ 0151/23205626 o. carolin.ullrich1@gmx.net	[1306, 1825, 1494, 1881]
